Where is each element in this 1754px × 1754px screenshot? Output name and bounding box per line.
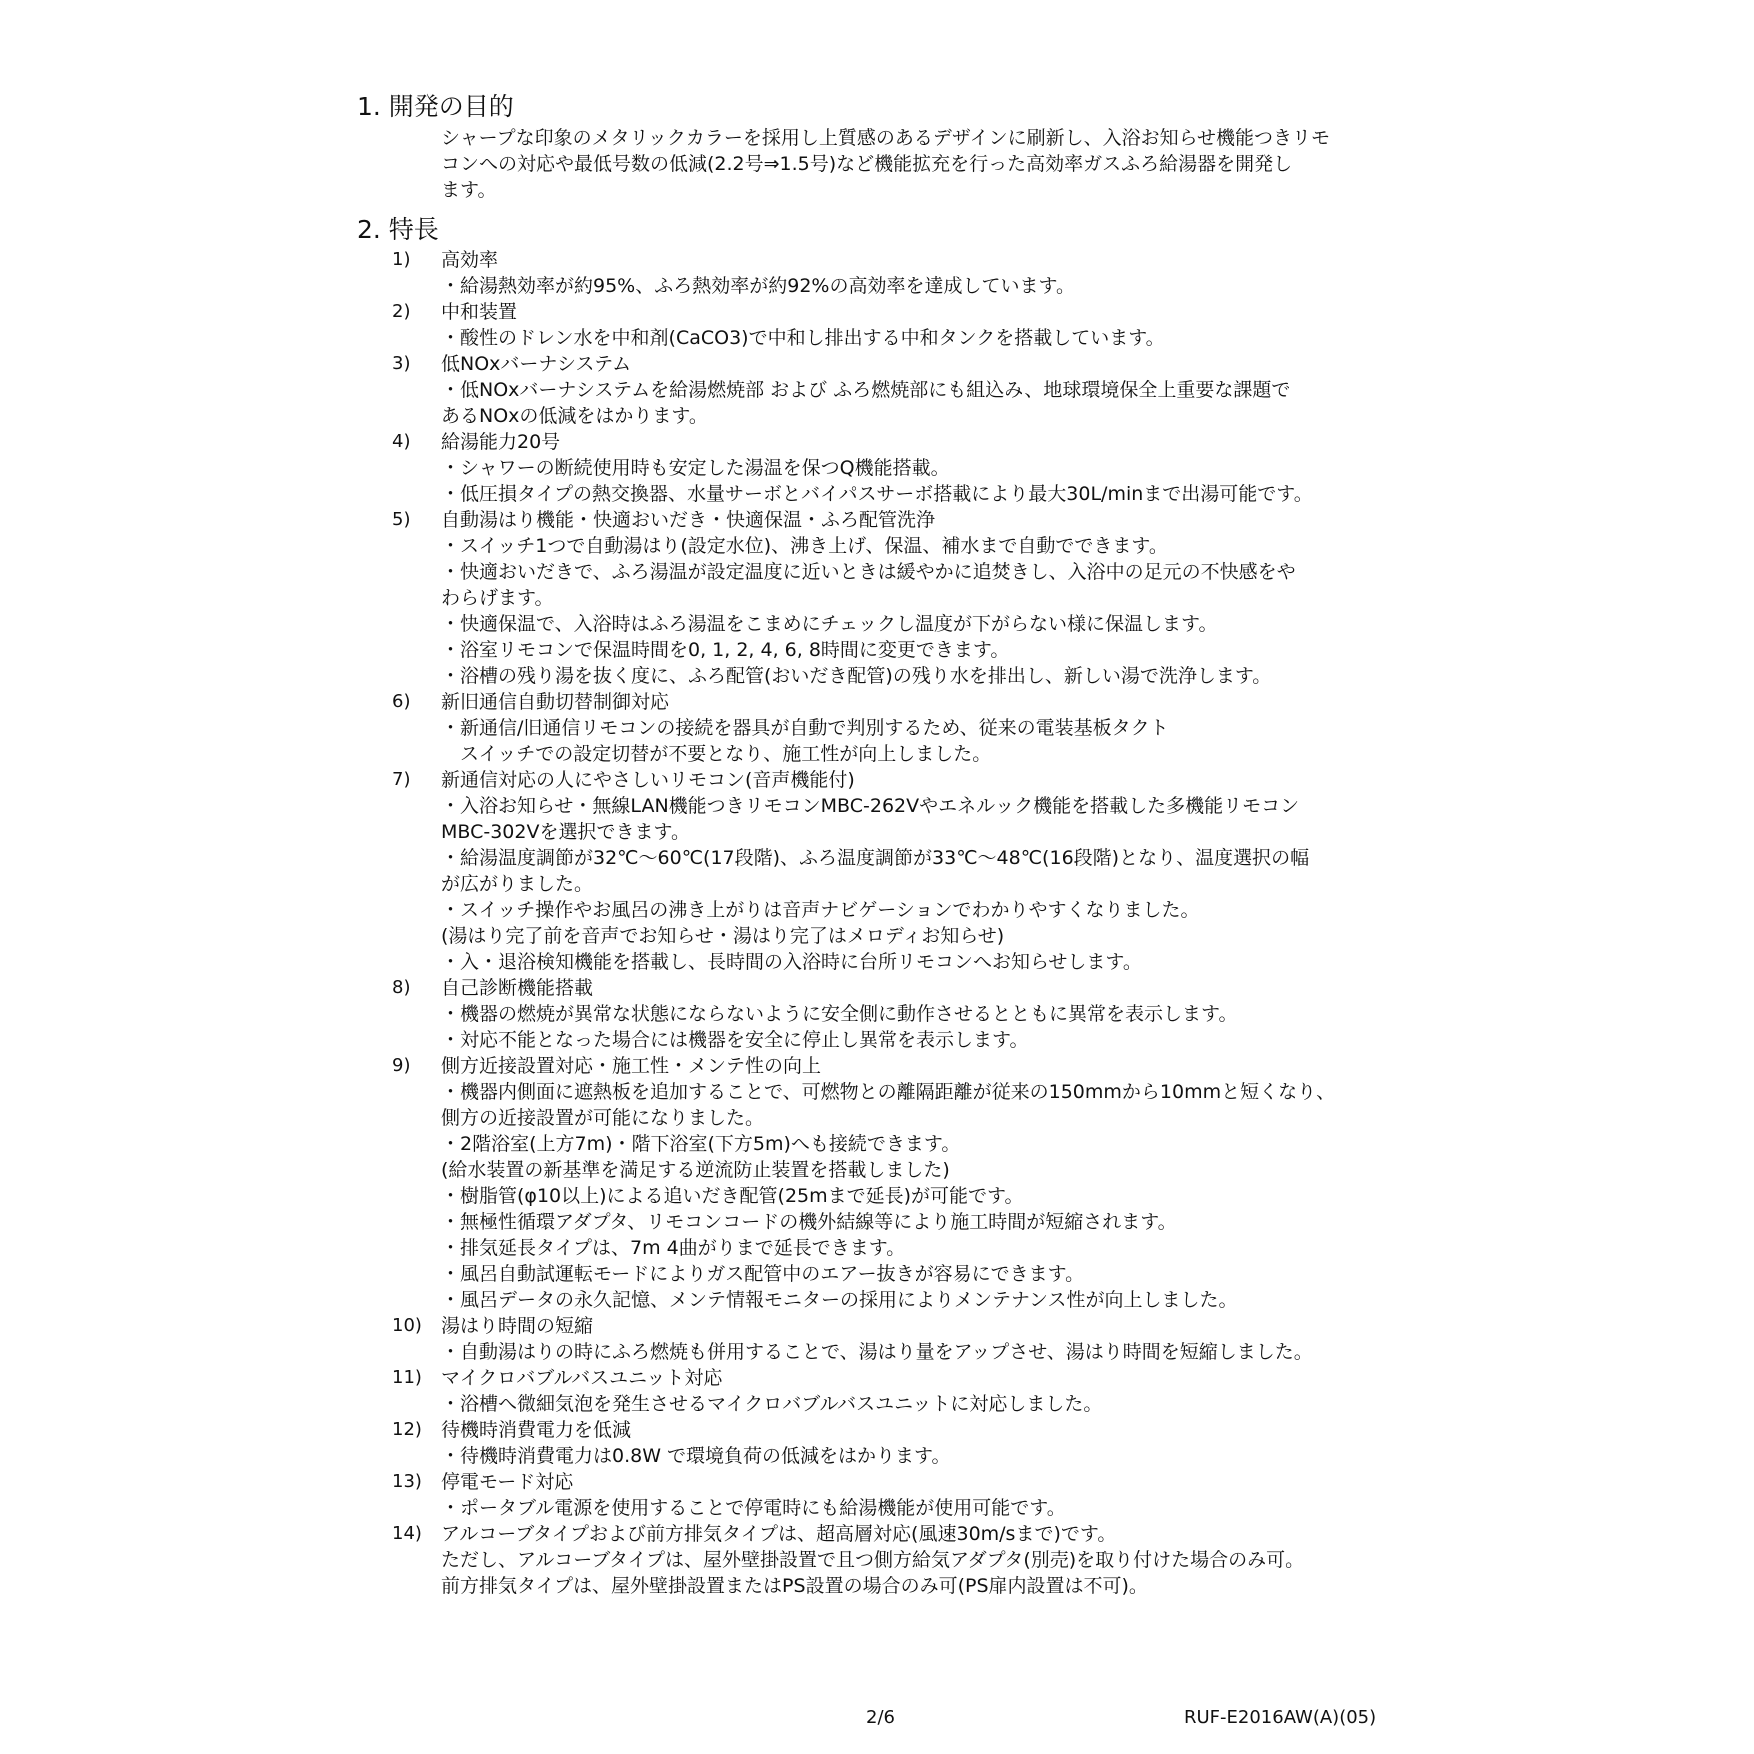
purpose-line: コンへの対応や最低号数の低減(2.2号⇒1.5号)など機能拡充を行った高効率ガスふろ給湯器を開発し (441, 153, 1293, 175)
feature-detail: (湯はり完了前を音声でお知らせ・湯はり完了はメロディお知らせ) (441, 925, 1005, 947)
feature-number: 6) (392, 691, 411, 712)
feature-detail: MBC-302Vを選択できます。 (441, 821, 690, 843)
feature-heading: 側方近接設置対応・施工性・メンテ性の向上 (441, 1055, 822, 1077)
feature-detail: ・シャワーの断続使用時も安定した湯温を保つQ機能搭載。 (441, 457, 950, 479)
feature-number: 14) (392, 1523, 422, 1544)
feature-detail: ・2階浴室(上方7m)・階下浴室(下方5m)へも接続できます。 (441, 1133, 961, 1155)
feature-detail: ・酸性のドレン水を中和剤(CaCO3)で中和し排出する中和タンクを搭載しています。 (441, 327, 1165, 349)
feature-detail: ・快適おいだきで、ふろ湯温が設定温度に近いときは緩やかに追焚きし、入浴中の足元の不快感をや (441, 561, 1296, 583)
feature-detail: ・風呂データの永久記憶、メンテ情報モニターの採用によりメンテナンス性が向上しました。 (441, 1289, 1238, 1311)
feature-detail: 側方の近接設置が可能になりました。 (441, 1107, 765, 1129)
feature-detail: ・排気延長タイプは、7m 4曲がりまで延長できます。 (441, 1237, 906, 1259)
feature-detail: あるNOxの低減をはかります。 (441, 405, 708, 427)
page-number: 2/6 (866, 1707, 895, 1728)
feature-number: 11) (392, 1367, 422, 1388)
feature-detail: ・低圧損タイプの熱交換器、水量サーボとバイパスサーボ搭載により最大30L/minまで出湯可能です。 (441, 483, 1313, 505)
feature-heading: 中和装置 (441, 301, 518, 323)
feature-detail: ・浴槽の残り湯を抜く度に、ふろ配管(おいだき配管)の残り水を排出し、新しい湯で洗浄します。 (441, 665, 1272, 687)
feature-number: 1) (392, 249, 411, 270)
feature-detail: ・無極性循環アダプタ、リモコンコードの機外結線等により施工時間が短縮されます。 (441, 1211, 1177, 1233)
feature-detail: ・待機時消費電力は0.8W で環境負荷の低減をはかります。 (441, 1445, 951, 1467)
feature-heading: アルコーブタイプおよび前方排気タイプは、超高層対応(風速30m/sまで)です。 (441, 1523, 1117, 1545)
feature-detail: スイッチでの設定切替が不要となり、施工性が向上しました。 (441, 743, 992, 765)
feature-heading: 自動湯はり機能・快適おいだき・快適保温・ふろ配管洗浄 (441, 509, 936, 531)
feature-detail: ・スイッチ1つで自動湯はり(設定水位)、沸き上げ、保温、補水まで自動でできます。 (441, 535, 1168, 557)
feature-number: 4) (392, 431, 411, 452)
feature-detail: ・ポータブル電源を使用することで停電時にも給湯機能が使用可能です。 (441, 1497, 1066, 1519)
feature-detail: (給水装置の新基準を満足する逆流防止装置を搭載しました) (441, 1159, 950, 1181)
feature-detail: ・低NOxバーナシステムを給湯燃焼部 および ふろ燃焼部にも組込み、地球環境保全上重要な課題で (441, 379, 1291, 401)
feature-heading: 低NOxバーナシステム (441, 353, 632, 375)
feature-heading: 待機時消費電力を低減 (441, 1419, 632, 1441)
feature-heading: 自己診断機能搭載 (441, 977, 594, 999)
feature-heading: マイクロバブルバスユニット対応 (441, 1367, 723, 1389)
feature-detail: ・自動湯はりの時にふろ燃焼も併用することで、湯はり量をアップさせ、湯はり時間を短縮しました。 (441, 1341, 1313, 1363)
feature-detail: ・新通信/旧通信リモコンの接続を器具が自動で判別するため、従来の電装基板タクト (441, 717, 1169, 739)
feature-number: 5) (392, 509, 411, 530)
feature-detail: ・給湯熱効率が約95%、ふろ熱効率が約92%の高効率を達成しています。 (441, 275, 1075, 297)
feature-number: 9) (392, 1055, 411, 1076)
feature-heading: 高効率 (441, 249, 499, 271)
feature-number: 7) (392, 769, 411, 790)
feature-heading: 湯はり時間の短縮 (441, 1315, 594, 1337)
purpose-line: シャープな印象のメタリックカラーを採用し上質感のあるデザインに刷新し、入浴お知らせ機能つきリモ (441, 127, 1331, 149)
document-code: RUF-E2016AW(A)(05) (1184, 1707, 1377, 1728)
feature-detail: ・入・退浴検知機能を搭載し、長時間の入浴時に台所リモコンへお知らせします。 (441, 951, 1142, 973)
section-title-purpose: 1. 開発の目的 (357, 92, 514, 121)
feature-detail: ・浴槽へ微細気泡を発生させるマイクロバブルバスユニットに対応しました。 (441, 1393, 1103, 1415)
feature-detail: ・風呂自動試運転モードによりガス配管中のエアー抜きが容易にできます。 (441, 1263, 1085, 1285)
feature-detail: ・樹脂管(φ10以上)による追いだき配管(25mまで延長)が可能です。 (441, 1185, 1024, 1207)
feature-number: 3) (392, 353, 411, 374)
feature-detail: が広がりました。 (441, 873, 594, 895)
purpose-line: ます。 (441, 179, 497, 201)
feature-detail: ・対応不能となった場合には機器を安全に停止し異常を表示します。 (441, 1029, 1029, 1051)
feature-detail: ・給湯温度調節が32℃～60℃(17段階)、ふろ温度調節が33℃～48℃(16段階)となり、温度選択の幅 (441, 847, 1310, 869)
feature-detail: ただし、アルコーブタイプは、屋外壁掛設置で且つ側方給気アダプタ(別売)を取り付けた場合のみ可。 (441, 1549, 1305, 1571)
feature-detail: ・浴室リモコンで保温時間を0, 1, 2, 4, 6, 8時間に変更できます。 (441, 639, 1010, 661)
feature-detail: ・機器内側面に遮熱板を追加することで、可燃物との離隔距離が従来の150mmから10mmと短くなり、 (441, 1081, 1336, 1103)
feature-number: 13) (392, 1471, 422, 1492)
feature-heading: 給湯能力20号 (441, 431, 561, 453)
feature-number: 10) (392, 1315, 422, 1336)
feature-detail: ・快適保温で、入浴時はふろ湯温をこまめにチェックし温度が下がらない様に保温します。 (441, 613, 1218, 635)
section-title-features: 2. 特長 (357, 215, 439, 244)
feature-number: 2) (392, 301, 411, 322)
feature-heading: 新旧通信自動切替制御対応 (441, 691, 670, 713)
feature-heading: 停電モード対応 (441, 1471, 574, 1493)
feature-detail: ・入浴お知らせ・無線LAN機能つきリモコンMBC-262Vやエネルック機能を搭載した多機能リモコン (441, 795, 1300, 817)
feature-detail: ・機器の燃焼が異常な状態にならないように安全側に動作させるとともに異常を表示します。 (441, 1003, 1238, 1025)
feature-heading: 新通信対応の人にやさしいリモコン(音声機能付) (441, 769, 855, 791)
feature-number: 12) (392, 1419, 422, 1440)
feature-detail: 前方排気タイプは、屋外壁掛設置またはPS設置の場合のみ可(PS扉内設置は不可)。 (441, 1575, 1148, 1597)
feature-number: 8) (392, 977, 411, 998)
feature-detail: わらげます。 (441, 587, 554, 609)
feature-detail: ・スイッチ操作やお風呂の沸き上がりは音声ナビゲーションでわかりやすくなりました。 (441, 899, 1200, 921)
